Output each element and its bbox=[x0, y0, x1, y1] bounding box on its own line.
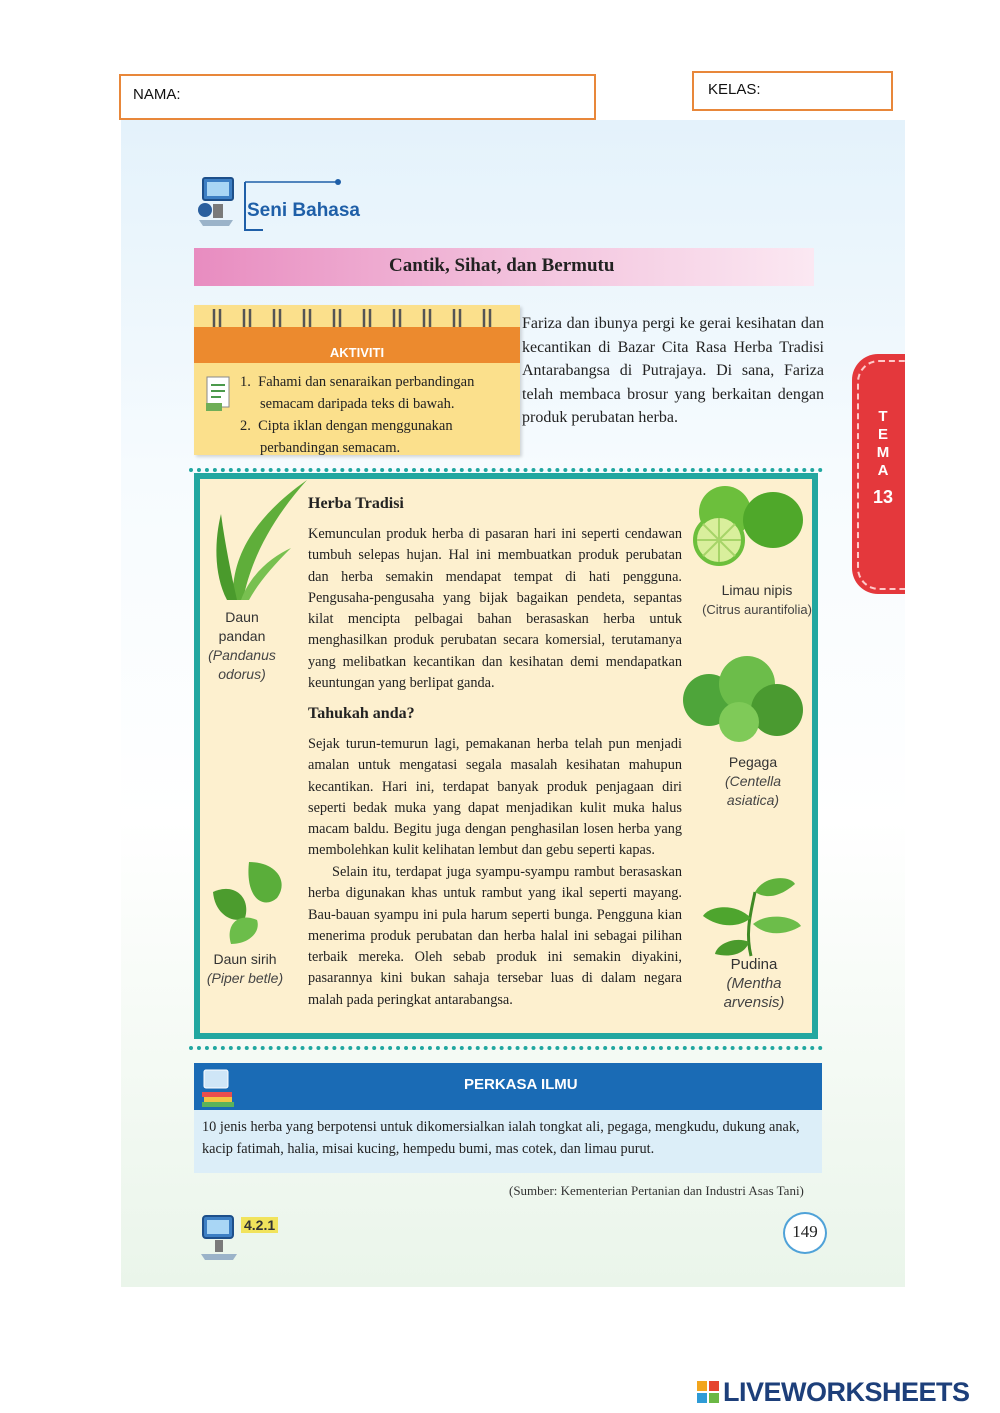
nama-field[interactable] bbox=[119, 74, 596, 120]
perkasa-body bbox=[194, 1110, 822, 1173]
plant-latin-pegaga: (Centella asiatica) bbox=[724, 773, 782, 808]
page-title: Cantik, Sihat, dan Bermutu bbox=[389, 255, 615, 276]
aktiviti-list bbox=[240, 371, 516, 459]
tema-number: 13 bbox=[872, 487, 894, 507]
tema-letter-3: M bbox=[876, 444, 890, 461]
intro-paragraph: Fariza dan ibunya pergi ke gerai kesihatan dan kecantikan di Bazar Cita Rasa Herba Tradisi Antarabangsa di Putrajaya. Di sana, Fariza telah membaca brosur yang berkaitan dengan produk perubatan herba. bbox=[522, 315, 824, 426]
plant-caption-limau bbox=[701, 581, 813, 619]
article-heading-2: Tahukah anda? bbox=[308, 705, 415, 722]
aktiviti-heading: AKTIVITI bbox=[194, 327, 520, 363]
plant-name-sirih: Daun sirih bbox=[213, 951, 277, 967]
plant-name-pudina: Pudina bbox=[730, 956, 778, 973]
tema-letter-2: E bbox=[877, 426, 888, 443]
article-para-3: Selain itu, terdapat juga syampu-syampu rambut berasaskan herba digunakan khas untuk rambut yang ikal seperti mayang. Bau-bauan syampu ini pula harum seperti bunga. Pengguna kian menerima produk perubatan dan herba halal ini sebagai pilihan terbaik mereka. Oleh sebab produk ini semakin diyakini, pasarannya kini bukan sahaja tersebar luas di dalam negara malah pada peringkat antarabangsa. bbox=[308, 864, 682, 1008]
books-icon bbox=[200, 1066, 240, 1108]
kelas-field[interactable] bbox=[692, 71, 893, 111]
plant-name-limau: Limau nipis bbox=[721, 582, 793, 598]
notepad-icon bbox=[204, 373, 234, 413]
dotted-divider-bottom bbox=[189, 1046, 823, 1054]
tema-letter-1: T bbox=[878, 408, 888, 425]
plant-latin-pudina: (Mentha arvensis) bbox=[723, 975, 785, 1011]
plant-latin-limau: (Citrus aurantifolia) bbox=[702, 602, 812, 617]
plant-caption-pudina bbox=[699, 955, 809, 1012]
sirih-leaves-icon bbox=[205, 858, 291, 948]
lime-icon bbox=[683, 482, 811, 567]
plant-caption-sirih bbox=[205, 950, 285, 988]
aktiviti-box bbox=[194, 305, 520, 455]
page-number: 149 bbox=[783, 1212, 827, 1254]
spiral-rings-icon bbox=[206, 305, 506, 335]
perkasa-text: 10 jenis herba yang berpotensi untuk dikomersialkan ialah tongkat ali, pegaga, mengkudu, dukung anak, kacip fatimah, halia, misai kucing, hempedu bumi, mas cotek, dan limau purut. bbox=[202, 1119, 800, 1157]
article-para-2: Sejak turun-temurun lagi, pemakanan herba telah pun menjadi amalan untuk mengatasi segala masalah kesihatan mahupun kecantikan. Hari ini, terdapat banyak produk penjagaan diri seperti bedak muka yang dapat menjadikan kulit muka halus macam baldu. Begitu juga dengan penghasilan losen herba yang membolehkan kulit kelihatan lembut dan gebu seperti kapas. bbox=[308, 736, 682, 859]
brand-name: LIVEWORKSHEETS bbox=[723, 1377, 970, 1407]
tema-letter-4: A bbox=[877, 462, 889, 479]
aktiviti-item-1: 1. Fahami dan senaraikan perbandingan semacam daripada teks di bawah. bbox=[240, 374, 475, 412]
perkasa-title: PERKASA ILMU bbox=[464, 1076, 578, 1093]
plant-caption-pegaga bbox=[697, 753, 809, 810]
tema-tab-text bbox=[868, 408, 898, 506]
textbook-page bbox=[121, 120, 905, 1287]
standard-code: 4.2.1 bbox=[241, 1217, 278, 1233]
nama-label: NAMA: bbox=[133, 86, 181, 103]
pudina-leaves-icon bbox=[695, 872, 807, 960]
pegaga-leaves-icon bbox=[669, 650, 811, 748]
pandan-leaf-icon bbox=[203, 478, 311, 603]
article-para-1: Kemunculan produk herba di pasaran hari ini seperti cendawan tumbuh selepas hujan. Hal ini membuatkan produk perubatan dan herba semakin mendapat tempat di hati pengguna. Pengusaha-pengusaha yang bijak bagaikan pendeta, sepantas kilat mencipta pelbagai bahan berasaskan herba untuk menghasilkan produk perubatan secara komersial, terutamanya yang melibatkan kecantikan dan kesihatan demi mendapatkan keuntungan yang berlipat ganda. bbox=[308, 526, 682, 692]
article-heading-1: Herba Tradisi bbox=[308, 495, 404, 512]
plant-name-pegaga: Pegaga bbox=[728, 754, 778, 770]
aktiviti-item-2: 2. Cipta iklan dengan menggunakan perbandingan semacam. bbox=[240, 418, 453, 456]
plant-latin-sirih: (Piper betle) bbox=[206, 970, 284, 986]
tema-tab bbox=[852, 354, 905, 594]
tema-letters bbox=[868, 408, 898, 480]
kelas-label: KELAS: bbox=[708, 81, 761, 98]
title-bar bbox=[194, 248, 814, 286]
source-note: (Sumber: Kementerian Pertanian dan Industri Asas Tani) bbox=[509, 1183, 804, 1198]
section-label: Seni Bahasa bbox=[247, 200, 360, 221]
perkasa-bar bbox=[194, 1063, 822, 1110]
plant-caption-pandan bbox=[201, 608, 283, 684]
liveworksheets-logo-icon bbox=[697, 1381, 719, 1403]
plant-name-pandan: Daun pandan bbox=[218, 609, 266, 644]
computer-footer-icon bbox=[197, 1210, 241, 1266]
plant-latin-pandan: (Pandanus odorus) bbox=[208, 647, 276, 682]
